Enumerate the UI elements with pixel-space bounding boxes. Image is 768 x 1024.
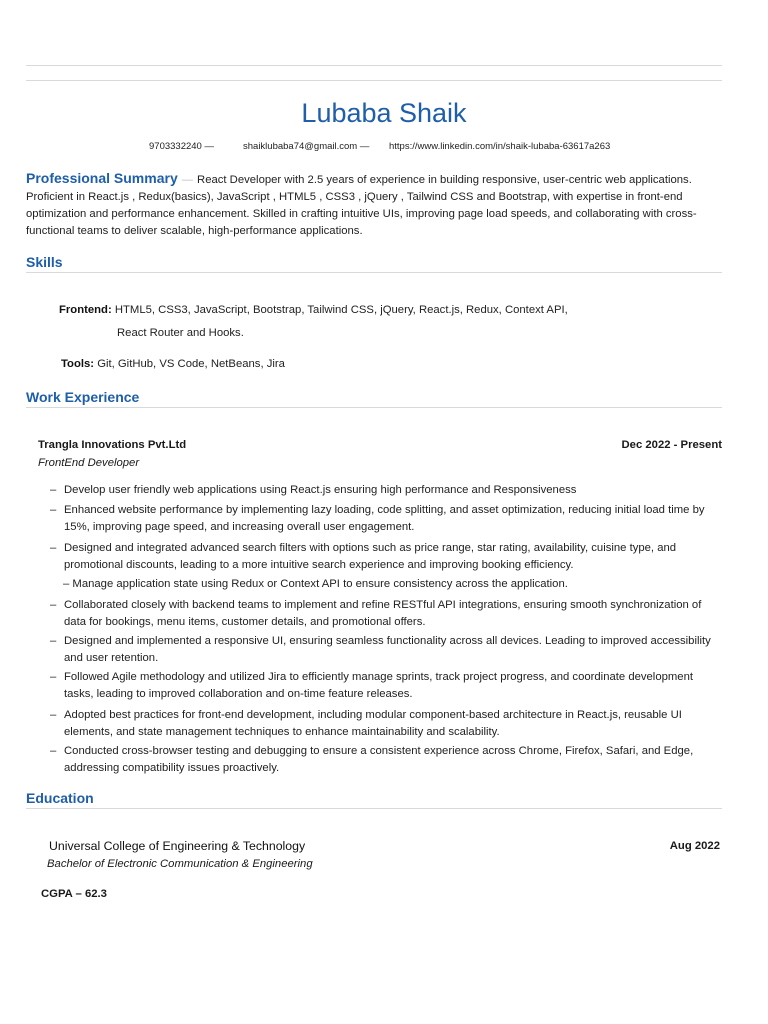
bullet-text: Enhanced website performance by implementing lazy loading, code splitting, and asset optimization, reducing initial load time by 15%, improving page speed, and increasing overall user engagement.: [64, 504, 705, 533]
list-item: [50, 502, 722, 536]
summary-text: React Developer with 2.5 years of experience in building responsive, user-centric web applications. Proficient in React.js , Redux(basics), JavaScript , HTML5 , CSS3 , jQuery , Tailwind CSS and Bootstrap, with expertise in front-end optimization and performance enhancement. Skilled in crafting intuitive UIs, improving page load speeds, and collaborating with cross-functional teams to deliver scalable, high-performance applications.: [26, 174, 697, 237]
bullet-text: Designed and integrated advanced search filters with options such as price range, star rating, availability, cuisine type, and promotional discounts, leading to a more intuitive search experience and improving booking efficiency.: [64, 542, 677, 571]
frontend-label: Frontend:: [59, 304, 112, 316]
experience-heading: Work Experience: [26, 389, 140, 405]
skills-heading: Skills: [26, 254, 63, 270]
skills-tools: [61, 357, 285, 372]
bullet-marker: –: [50, 599, 57, 611]
list-item: [50, 743, 722, 777]
list-item: [50, 540, 722, 574]
degree-name: Bachelor of Electronic Communication & Engineering: [47, 858, 313, 870]
top-divider-2: [26, 80, 722, 81]
bullet-marker: –: [50, 542, 57, 554]
bullet-marker: –: [50, 635, 57, 647]
bullet-marker: –: [50, 484, 57, 496]
job-role: FrontEnd Developer: [38, 457, 140, 469]
bullet-text: Followed Agile methodology and utilized Jira to efficiently manage sprints, track project progress, and coordinate development tasks, leading to improved collaboration and on-time feature releases.: [64, 671, 694, 700]
education-heading: Education: [26, 790, 94, 806]
email-link[interactable]: shaiklubaba74@gmail.com —: [243, 141, 370, 152]
education-divider: [26, 808, 722, 809]
school-name: Universal College of Engineering & Technology: [49, 839, 306, 853]
list-item: [50, 669, 722, 703]
experience-divider: [26, 407, 722, 408]
list-item: [50, 707, 722, 741]
summary-separator: —: [181, 174, 194, 186]
job-dates: Dec 2022 - Present: [621, 439, 722, 451]
bullet-marker: –: [50, 671, 57, 683]
bullet-text: Conducted cross-browser testing and debugging to ensure a consistent experience across Chrome, Firefox, Safari, and Edge, addressing compatibility issues proactively.: [64, 745, 694, 774]
bullet-marker: –: [50, 504, 57, 516]
candidate-name: Lubaba Shaik: [301, 98, 467, 128]
bullet-text: Develop user friendly web applications using React.js ensuring high performance and Responsiveness: [64, 484, 577, 496]
phone-number: 9703332240 —: [149, 141, 214, 152]
professional-summary: [26, 170, 726, 240]
bullet-marker: –: [50, 745, 57, 757]
skills-frontend: [59, 303, 568, 318]
graduation-date: Aug 2022: [669, 840, 720, 852]
summary-title: Professional Summary: [26, 170, 178, 186]
company-name: Trangla Innovations Pvt.Ltd: [38, 439, 187, 451]
skills-divider: [26, 272, 722, 273]
list-item: [50, 597, 722, 631]
bullet-text: Collaborated closely with backend teams to implement and refine RESTful API integrations, ensuring smooth synchronization of data for bookings, menu items, customer details, and promotional offers.: [64, 599, 702, 628]
linkedin-link[interactable]: https://www.linkedin.com/in/shaik-lubaba-63617a263: [389, 141, 611, 152]
bullet-text: Designed and implemented a responsive UI, ensuring seamless functionality across all devices. Leading to improved accessibility and user retention.: [64, 635, 711, 664]
cgpa: CGPA – 62.3: [41, 888, 107, 900]
bullet-marker: –: [50, 709, 57, 721]
tools-list: Git, GitHub, VS Code, NetBeans, Jira: [97, 358, 285, 370]
list-item: [50, 633, 722, 667]
frontend-list: HTML5, CSS3, JavaScript, Bootstrap, Tailwind CSS, jQuery, React.js, Redux, Context API,: [114, 304, 568, 316]
bullet-text: Adopted best practices for front-end development, including modular component-based architecture in React.js, reusable UI elements, and state management techniques to enhance maintainability and scalability.: [64, 709, 682, 738]
frontend-list-cont: React Router and Hooks.: [117, 327, 244, 339]
list-item: [50, 482, 722, 499]
sub-list-item: – Manage application state using Redux or Context API to ensure consistency across the application.: [63, 578, 568, 590]
tools-label: Tools:: [61, 358, 95, 370]
top-divider: [26, 65, 722, 66]
